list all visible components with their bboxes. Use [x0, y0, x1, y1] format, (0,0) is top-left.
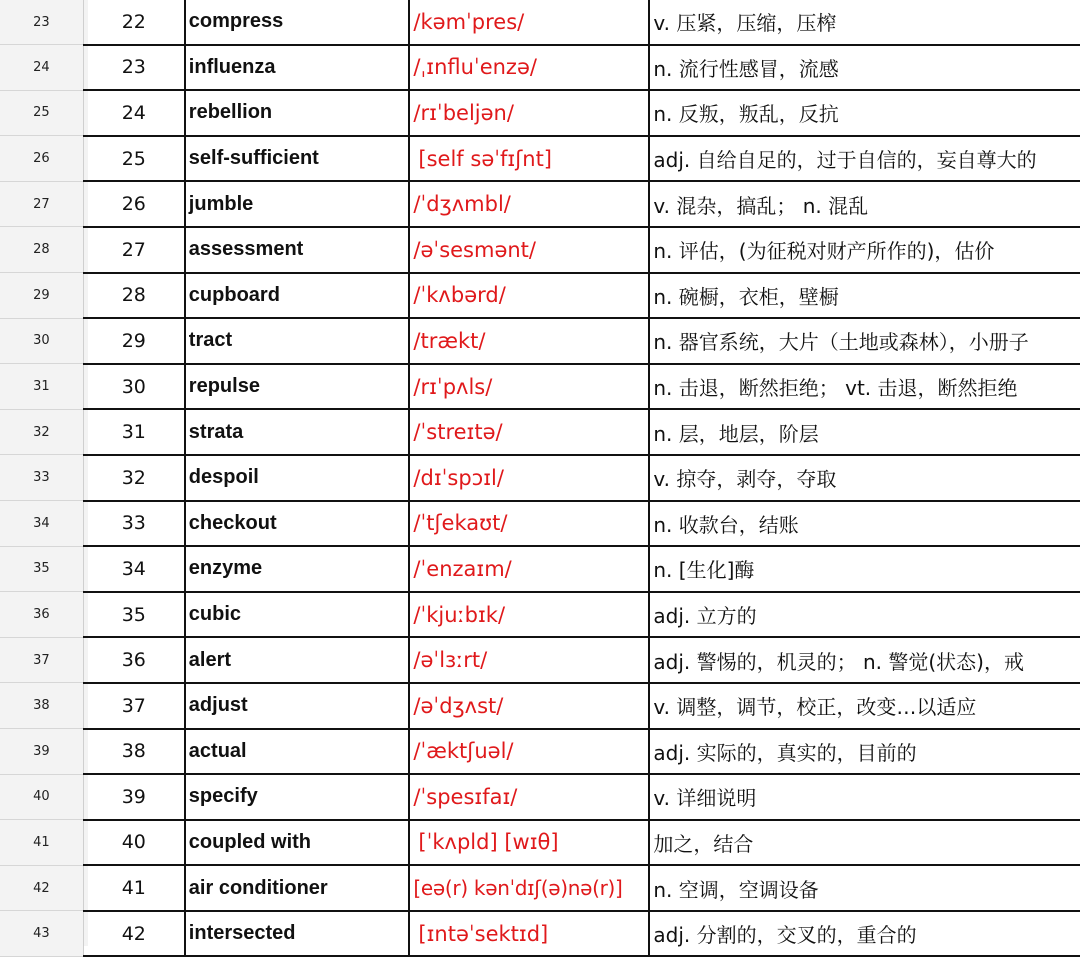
phonetic-cell[interactable]: /ˌɪnfluˈenzə/ [409, 45, 649, 91]
table-row[interactable] [0, 592, 1080, 638]
table-row[interactable] [0, 90, 1080, 136]
table-row[interactable] [0, 227, 1080, 273]
word-cell[interactable]: despoil [185, 455, 410, 501]
row-number[interactable]: 33 [0, 455, 83, 501]
phonetic-cell[interactable]: /ˈæktʃuəl/ [409, 729, 649, 775]
table-row[interactable] [0, 318, 1080, 364]
row-number[interactable]: 39 [0, 729, 83, 775]
index-cell[interactable]: 25 [83, 136, 185, 182]
word-cell[interactable]: adjust [185, 683, 410, 729]
definition-cell[interactable]: adj. 立方的 [649, 592, 1080, 638]
row-number[interactable]: 37 [0, 637, 83, 683]
row-number[interactable]: 43 [0, 911, 83, 957]
definition-cell[interactable]: 加之，结合 [649, 820, 1080, 866]
row-number[interactable]: 30 [0, 318, 83, 364]
table-row[interactable] [0, 45, 1080, 91]
table-row[interactable] [0, 364, 1080, 410]
row-number[interactable]: 38 [0, 683, 83, 729]
word-cell[interactable]: alert [185, 637, 410, 683]
word-cell[interactable]: strata [185, 409, 410, 455]
row-number[interactable]: 41 [0, 820, 83, 866]
table-row[interactable] [0, 0, 1080, 45]
table-row[interactable] [0, 546, 1080, 592]
phonetic-cell[interactable]: /ˈdʒʌmbl/ [409, 181, 649, 227]
row-number[interactable]: 24 [0, 45, 83, 91]
index-cell[interactable]: 30 [83, 364, 185, 410]
definition-cell[interactable]: n. 器官系统，大片（土地或森林），小册子 [649, 318, 1080, 364]
table-row[interactable] [0, 637, 1080, 683]
phonetic-cell[interactable]: [ɪntəˈsektɪd] [409, 911, 649, 957]
table-row[interactable] [0, 865, 1080, 911]
table-row[interactable] [0, 820, 1080, 866]
word-cell[interactable]: checkout [185, 501, 410, 547]
row-number[interactable]: 42 [0, 865, 83, 911]
table-row[interactable] [0, 774, 1080, 820]
phonetic-cell[interactable]: /ˈkjuːbɪk/ [409, 592, 649, 638]
index-cell[interactable]: 23 [83, 45, 185, 91]
definition-cell[interactable]: n. 评估，(为征税对财产所作的)，估价 [649, 227, 1080, 273]
phonetic-cell[interactable]: /əˈdʒʌst/ [409, 683, 649, 729]
row-number[interactable]: 28 [0, 227, 83, 273]
word-cell[interactable]: rebellion [185, 90, 410, 136]
phonetic-cell[interactable]: /rɪˈpʌls/ [409, 364, 649, 410]
word-cell[interactable]: air conditioner [185, 865, 410, 911]
index-cell[interactable]: 29 [83, 318, 185, 364]
row-number[interactable]: 31 [0, 364, 83, 410]
definition-cell[interactable]: adj. 分割的，交叉的，重合的 [649, 911, 1080, 957]
index-cell[interactable]: 28 [83, 273, 185, 319]
definition-cell[interactable]: n. 空调，空调设备 [649, 865, 1080, 911]
phonetic-cell[interactable]: [eə(r) kənˈdɪʃ(ə)nə(r)] [409, 865, 649, 911]
definition-cell[interactable]: n. 流行性感冒，流感 [649, 45, 1080, 91]
index-cell[interactable]: 34 [83, 546, 185, 592]
definition-cell[interactable]: adj. 实际的，真实的，目前的 [649, 729, 1080, 775]
row-number[interactable]: 36 [0, 592, 83, 638]
row-number[interactable]: 34 [0, 501, 83, 547]
word-cell[interactable]: compress [185, 0, 410, 45]
table-row[interactable] [0, 911, 1080, 957]
definition-cell[interactable]: n. 反叛，叛乱，反抗 [649, 90, 1080, 136]
phonetic-cell[interactable]: [ˈkʌpld] [wɪθ] [409, 820, 649, 866]
word-cell[interactable]: intersected [185, 911, 410, 957]
row-number[interactable]: 40 [0, 774, 83, 820]
word-cell[interactable]: influenza [185, 45, 410, 91]
index-cell[interactable]: 42 [83, 911, 185, 957]
word-cell[interactable]: cupboard [185, 273, 410, 319]
index-cell[interactable]: 39 [83, 774, 185, 820]
definition-cell[interactable]: v. 掠夺，剥夺，夺取 [649, 455, 1080, 501]
word-cell[interactable]: cubic [185, 592, 410, 638]
table-row[interactable] [0, 729, 1080, 775]
word-cell[interactable]: enzyme [185, 546, 410, 592]
phonetic-cell[interactable]: /dɪˈspɔɪl/ [409, 455, 649, 501]
row-number[interactable]: 35 [0, 546, 83, 592]
definition-cell[interactable]: n. 层，地层，阶层 [649, 409, 1080, 455]
row-number[interactable]: 23 [0, 0, 83, 45]
phonetic-cell[interactable]: [self səˈfɪʃnt] [409, 136, 649, 182]
phonetic-cell[interactable]: /əˈsesmənt/ [409, 227, 649, 273]
table-row[interactable] [0, 501, 1080, 547]
phonetic-cell[interactable]: /trækt/ [409, 318, 649, 364]
table-row[interactable] [0, 683, 1080, 729]
definition-cell[interactable]: n. 收款台，结账 [649, 501, 1080, 547]
index-cell[interactable]: 41 [83, 865, 185, 911]
index-cell[interactable]: 26 [83, 181, 185, 227]
index-cell[interactable]: 31 [83, 409, 185, 455]
phonetic-cell[interactable]: /rɪˈbeljən/ [409, 90, 649, 136]
index-cell[interactable]: 38 [83, 729, 185, 775]
index-cell[interactable]: 32 [83, 455, 185, 501]
word-cell[interactable]: repulse [185, 364, 410, 410]
word-cell[interactable]: assessment [185, 227, 410, 273]
row-number[interactable]: 29 [0, 273, 83, 319]
definition-cell[interactable]: v. 调整，调节，校正，改变…以适应 [649, 683, 1080, 729]
definition-cell[interactable]: v. 详细说明 [649, 774, 1080, 820]
table-row[interactable] [0, 455, 1080, 501]
table-row[interactable] [0, 273, 1080, 319]
definition-cell[interactable]: v. 混杂，搞乱； n. 混乱 [649, 181, 1080, 227]
word-cell[interactable]: tract [185, 318, 410, 364]
definition-cell[interactable]: n. 击退，断然拒绝； vt. 击退，断然拒绝 [649, 364, 1080, 410]
row-number[interactable]: 32 [0, 409, 83, 455]
phonetic-cell[interactable]: /ˈstreɪtə/ [409, 409, 649, 455]
phonetic-cell[interactable]: /ˈspesɪfaɪ/ [409, 774, 649, 820]
word-cell[interactable]: actual [185, 729, 410, 775]
index-cell[interactable]: 37 [83, 683, 185, 729]
row-number[interactable]: 26 [0, 136, 83, 182]
index-cell[interactable]: 35 [83, 592, 185, 638]
definition-cell[interactable]: v. 压紧，压缩，压榨 [649, 0, 1080, 45]
index-cell[interactable]: 36 [83, 637, 185, 683]
phonetic-cell[interactable]: /ˈkʌbərd/ [409, 273, 649, 319]
phonetic-cell[interactable]: /əˈlɜːrt/ [409, 637, 649, 683]
word-cell[interactable]: jumble [185, 181, 410, 227]
table-row[interactable] [0, 409, 1080, 455]
phonetic-cell[interactable]: /kəmˈpres/ [409, 0, 649, 45]
definition-cell[interactable]: adj. 自给自足的，过于自信的，妄自尊大的 [649, 136, 1080, 182]
index-cell[interactable]: 24 [83, 90, 185, 136]
word-cell[interactable]: coupled with [185, 820, 410, 866]
definition-cell[interactable]: adj. 警惕的，机灵的； n. 警觉(状态)，戒 [649, 637, 1080, 683]
index-cell[interactable]: 22 [83, 0, 185, 45]
table-row[interactable] [0, 181, 1080, 227]
phonetic-cell[interactable]: /ˈtʃekaʊt/ [409, 501, 649, 547]
definition-cell[interactable]: n. 碗橱，衣柜，壁橱 [649, 273, 1080, 319]
row-number[interactable]: 25 [0, 90, 83, 136]
word-cell[interactable]: specify [185, 774, 410, 820]
definition-cell[interactable]: n. [生化]酶 [649, 546, 1080, 592]
index-cell[interactable]: 27 [83, 227, 185, 273]
index-cell[interactable]: 40 [83, 820, 185, 866]
index-cell[interactable]: 33 [83, 501, 185, 547]
phonetic-cell[interactable]: /ˈenzaɪm/ [409, 546, 649, 592]
word-cell[interactable]: self-sufficient [185, 136, 410, 182]
row-number[interactable]: 27 [0, 181, 83, 227]
table-row[interactable] [0, 136, 1080, 182]
